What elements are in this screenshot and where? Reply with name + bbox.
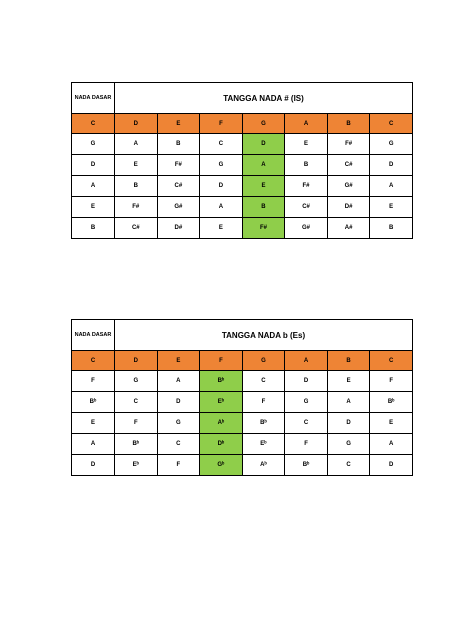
scale-header-cell: D	[115, 114, 158, 134]
note-cell: D	[200, 176, 243, 197]
note-cell: F#	[242, 218, 285, 239]
table-row	[72, 218, 413, 239]
scale-header-cell: E	[157, 351, 200, 371]
note-cell: D	[327, 413, 370, 434]
note-cell: B	[157, 134, 200, 155]
note-cell: Aᵇ	[200, 413, 243, 434]
note-cell: C	[200, 134, 243, 155]
scale-header-cell: E	[157, 114, 200, 134]
note-cell: E	[200, 218, 243, 239]
note-cell: E	[370, 413, 413, 434]
note-cell: G	[285, 392, 328, 413]
scale-header-cell: B	[327, 351, 370, 371]
note-cell: B	[370, 218, 413, 239]
note-cell: Dᵇ	[200, 434, 243, 455]
scale-header-row	[72, 114, 413, 134]
note-cell: F	[157, 455, 200, 476]
scale-header-cell: D	[115, 351, 158, 371]
base-note-label: NADA DASAR	[72, 320, 115, 351]
note-cell: E	[327, 371, 370, 392]
note-cell: A	[242, 155, 285, 176]
scale-header-cell: F	[200, 114, 243, 134]
note-cell: F	[370, 371, 413, 392]
table-row	[72, 134, 413, 155]
table-title: TANGGA NADA b (Es)	[115, 320, 413, 351]
note-cell: Bᵇ	[370, 392, 413, 413]
note-cell: C#	[327, 155, 370, 176]
note-cell: Gᵇ	[200, 455, 243, 476]
table-row	[72, 371, 413, 392]
note-cell: A#	[327, 218, 370, 239]
note-cell: D#	[157, 218, 200, 239]
table-row	[72, 413, 413, 434]
note-cell: Aᵇ	[242, 455, 285, 476]
scale-header-cell: C	[370, 114, 413, 134]
base-note-label: NADA DASAR	[72, 83, 115, 114]
note-cell: Bᵇ	[115, 434, 158, 455]
table-row	[72, 434, 413, 455]
scale-header-cell: F	[200, 351, 243, 371]
table-row	[72, 176, 413, 197]
note-cell: A	[327, 392, 370, 413]
note-cell: F	[242, 392, 285, 413]
note-cell: D#	[327, 197, 370, 218]
base-note-cell: D	[72, 455, 115, 476]
note-cell: Eᵇ	[200, 392, 243, 413]
base-note-cell: D	[72, 155, 115, 176]
note-cell: Eᵇ	[242, 434, 285, 455]
note-cell: D	[285, 371, 328, 392]
note-cell: Bᵇ	[200, 371, 243, 392]
note-cell: G	[157, 413, 200, 434]
note-cell: C	[157, 434, 200, 455]
table-row	[72, 197, 413, 218]
base-note-cell: E	[72, 197, 115, 218]
note-cell: A	[115, 134, 158, 155]
note-cell: E	[115, 155, 158, 176]
note-cell: A	[370, 176, 413, 197]
note-cell: Bᵇ	[242, 413, 285, 434]
note-cell: C#	[157, 176, 200, 197]
base-note-cell: E	[72, 413, 115, 434]
scale-header-cell: B	[327, 114, 370, 134]
note-cell: A	[370, 434, 413, 455]
base-note-cell: B	[72, 218, 115, 239]
note-cell: B	[285, 155, 328, 176]
note-cell: D	[157, 392, 200, 413]
note-cell: C	[285, 413, 328, 434]
note-cell: G	[327, 434, 370, 455]
base-note-cell: A	[72, 176, 115, 197]
note-cell: Eᵇ	[115, 455, 158, 476]
note-cell: Bᵇ	[285, 455, 328, 476]
note-cell: G#	[327, 176, 370, 197]
scale-header-cell: C	[72, 351, 115, 371]
note-cell: A	[157, 371, 200, 392]
scale-header-cell: A	[285, 351, 328, 371]
scale-header-cell: A	[285, 114, 328, 134]
note-cell: F#	[115, 197, 158, 218]
flat-scale-table	[71, 319, 413, 476]
base-note-cell: A	[72, 434, 115, 455]
scale-header-cell: G	[242, 351, 285, 371]
note-cell: E	[285, 134, 328, 155]
note-cell: G#	[285, 218, 328, 239]
note-cell: G	[115, 371, 158, 392]
note-cell: D	[370, 455, 413, 476]
table-row	[72, 392, 413, 413]
base-note-cell: G	[72, 134, 115, 155]
note-cell: F	[115, 413, 158, 434]
note-cell: C	[115, 392, 158, 413]
base-note-cell: Bᵇ	[72, 392, 115, 413]
note-cell: G#	[157, 197, 200, 218]
table-title: TANGGA NADA # (IS)	[115, 83, 413, 114]
table-title-row	[72, 83, 413, 114]
scale-header-row	[72, 351, 413, 371]
note-cell: F	[285, 434, 328, 455]
note-cell: F#	[327, 134, 370, 155]
note-cell: B	[115, 176, 158, 197]
note-cell: E	[242, 176, 285, 197]
note-cell: C#	[115, 218, 158, 239]
scale-header-cell: C	[370, 351, 413, 371]
note-cell: D	[242, 134, 285, 155]
table-row	[72, 155, 413, 176]
note-cell: G	[200, 155, 243, 176]
note-cell: A	[200, 197, 243, 218]
note-cell: D	[370, 155, 413, 176]
note-cell: C	[242, 371, 285, 392]
note-cell: F#	[157, 155, 200, 176]
note-cell: C	[327, 455, 370, 476]
table-title-row	[72, 320, 413, 351]
table-row	[72, 455, 413, 476]
note-cell: E	[370, 197, 413, 218]
scale-header-cell: G	[242, 114, 285, 134]
note-cell: G	[370, 134, 413, 155]
scale-header-cell: C	[72, 114, 115, 134]
note-cell: B	[242, 197, 285, 218]
base-note-cell: F	[72, 371, 115, 392]
sharp-scale-table	[71, 82, 413, 239]
note-cell: C#	[285, 197, 328, 218]
note-cell: F#	[285, 176, 328, 197]
